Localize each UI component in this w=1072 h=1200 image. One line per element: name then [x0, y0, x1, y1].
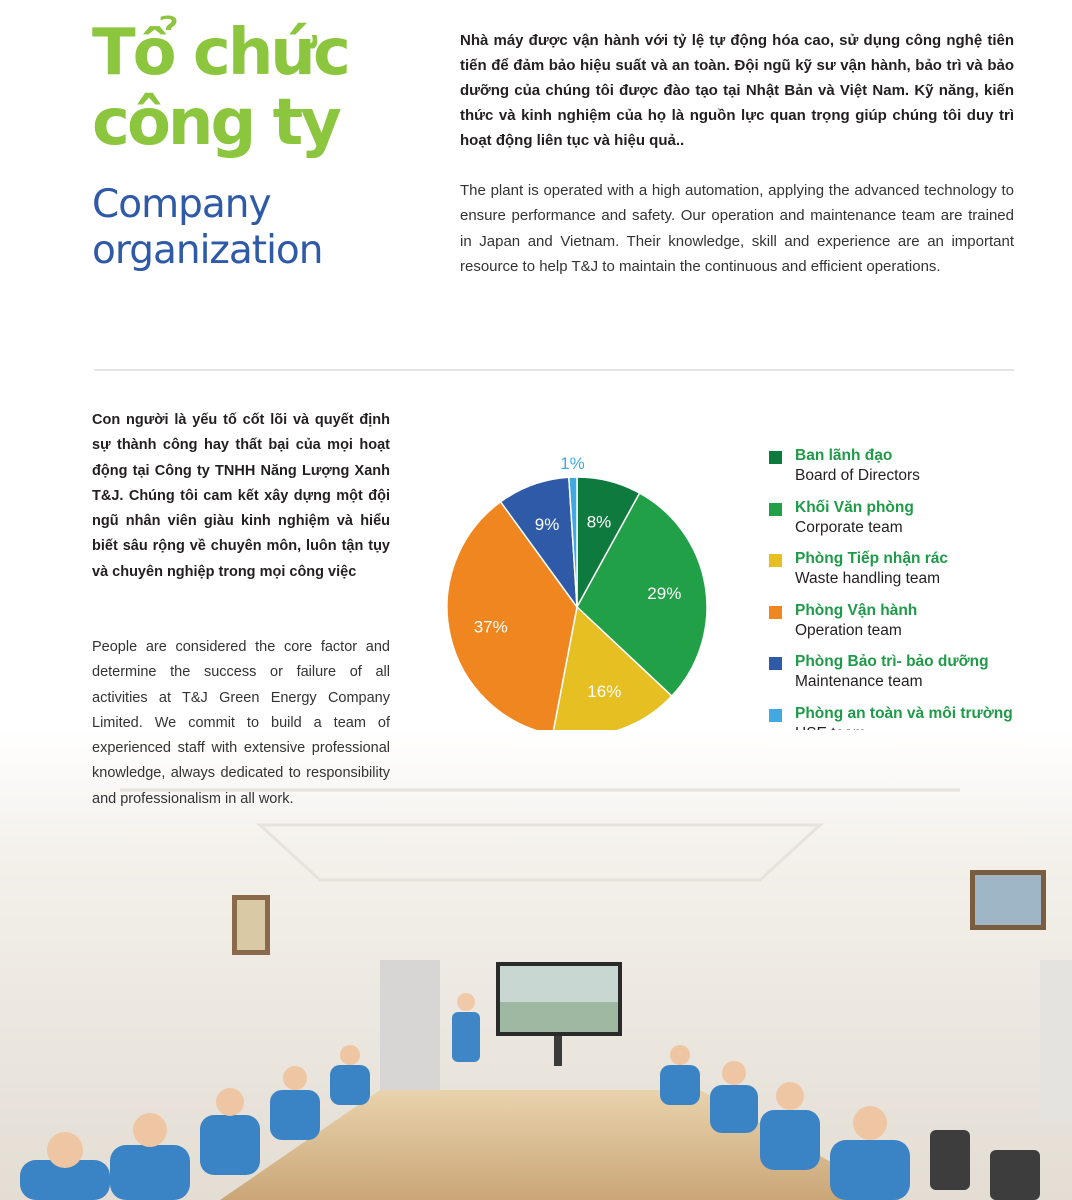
legend-label-english: Operation team: [795, 621, 902, 639]
legend-label-english: Maintenance team: [795, 673, 923, 691]
legend-label-vietnamese: Phòng an toàn và môi trường: [795, 704, 1013, 722]
pie-slice-label-3: 37%: [473, 617, 508, 637]
title-vi-line1: Tổ chức: [92, 16, 348, 90]
legend-label-english: Board of Directors: [795, 467, 920, 484]
organization-pie-chart: [420, 440, 730, 750]
intro-paragraph-english: The plant is operated with a high automation, applying the advanced technology to ensure performance and safety. Our operation and maintenance team are trained in Japan and Vietnam. Their knowledge, skill and experience are an important resource to help T&J to maintain the continuous and efficient operations.: [460, 182, 1014, 275]
pie-slice-label-1: 29%: [647, 584, 682, 604]
legend-label-vietnamese: Phòng Tiếp nhận rác: [795, 550, 949, 568]
legend-swatch: [769, 709, 782, 722]
legend-label-english: Corporate team: [795, 518, 903, 536]
people-paragraph-vietnamese: Con người là yếu tố cốt lõi và quyết định sự thành công hay thất bại của mọi hoạt động tại Công ty TNHH Năng Lượng Xanh T&J. Chúng tôi cam kết xây dựng một đội ngũ nhân viên giàu kinh nghiệm và hiểu biết sâu rộng về chuyên môn, luôn tận tụy và chuyên nghiệp trong mọi công việc: [92, 412, 390, 580]
legend-item-2: [769, 549, 1013, 601]
legend-label-english: Waste handling team: [795, 570, 941, 588]
pie-slice-label-2: 16%: [587, 682, 622, 702]
legend-label-vietnamese: Ban lãnh đạo: [795, 447, 893, 464]
title-en-line1: Company: [92, 182, 271, 227]
title-en-line2: organization: [92, 228, 323, 273]
legend-swatch: [769, 451, 782, 464]
legend-label-vietnamese: Phòng Vận hành: [795, 601, 918, 619]
section-divider: [94, 369, 1014, 371]
legend-label-vietnamese: Phòng Bảo trì- bảo dưỡng: [795, 653, 989, 671]
legend-swatch: [769, 657, 782, 670]
legend-item-1: [769, 498, 1013, 550]
intro-paragraph-vietnamese: Nhà máy được vận hành với tỷ lệ tự động hóa cao, sử dụng công nghệ tiên tiến để đảm bảo hiệu suất và an toàn. Đội ngũ kỹ sư vận hành, bảo trì và bảo dưỡng của chúng tôi được đào tạo tại Nhật Bản và Việt Nam. Kỹ năng, kiến thức và kinh nghiệm của họ là nguồn lực quan trọng giúp chúng tôi duy trì hoạt động liên tục và hiệu quả..: [460, 32, 1014, 149]
page-title-english: [92, 182, 323, 274]
pie-slice-label-0: 8%: [586, 512, 612, 532]
legend-swatch: [769, 606, 782, 619]
page-title-vietnamese: [92, 18, 348, 158]
pie-slice-label-4: 9%: [534, 514, 560, 534]
legend-item-3: [769, 601, 1013, 653]
legend-swatch: [769, 503, 782, 516]
title-vi-line2: công ty: [92, 86, 339, 160]
legend-item-0: [769, 446, 1013, 498]
legend-item-4: [769, 652, 1013, 704]
pie-slice-label-5: 1%: [560, 454, 585, 474]
legend-swatch: [769, 554, 782, 567]
people-paragraph-english: People are considered the core factor and determine the success or failure of all activities at T&J Green Energy Company Limited. We commit to build a team of experienced staff with extensive professional knowledge, always dedicated to responsibility and professionalism in all work.: [92, 639, 390, 807]
legend-label-vietnamese: Khối Văn phòng: [795, 498, 914, 516]
chart-legend: [769, 446, 1013, 756]
